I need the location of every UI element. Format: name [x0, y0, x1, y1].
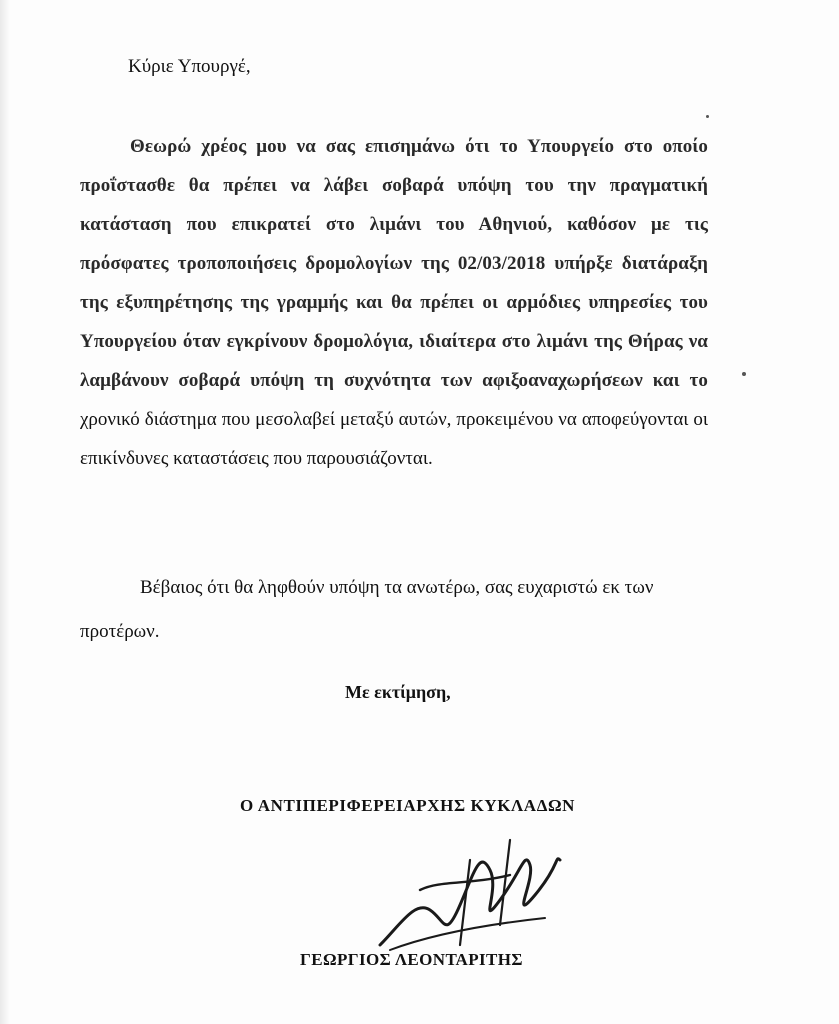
handwritten-signature	[360, 830, 570, 960]
signatory-title: Ο ΑΝΤΙΠΕΡΙΦΕΡΕΙΑΡΧΗΣ ΚΥΚΛΑΔΩΝ	[240, 796, 576, 815]
letter-closing: Βέβαιος ότι θα ληφθούν υπόψη τα ανωτέρω, σας ευχαριστώ εκ των προτέρων.	[80, 577, 654, 642]
scan-speck	[706, 115, 709, 118]
body-line: σοβαρά υπόψη τη συχνότητα των αφιξοαναχωρήσεων και το	[178, 370, 708, 391]
body-line: δρομολόγια, ιδιαίτερα στο λιμάνι της Θήρας να λαμβάνουν	[80, 331, 709, 391]
body-line: αποφεύγονται οι επικίνδυνες καταστάσεις που παρουσιάζονται.	[80, 409, 709, 469]
scan-edge-shadow	[0, 0, 10, 1024]
letter-regards: Με εκτίμηση,	[345, 682, 451, 702]
body-line: θα πρέπει οι αρμόδιες υπηρεσίες του Υπουργείου όταν εγκρίνουν	[80, 292, 709, 352]
letter-body-paragraph	[80, 127, 708, 478]
body-line: καθόσον με τις πρόσφατες τροποποιήσεις δρομολογίων της	[80, 214, 708, 274]
body-line: 02/03/2018 υπήρξε διατάραξη της εξυπηρέτησης της γραμμής και	[80, 253, 708, 313]
body-line: Θεωρώ χρέος μου να σας επισημάνω ότι το Υπουργείο στο	[130, 136, 653, 157]
body-line: χρονικό διάστημα που μεσολαβεί μεταξύ αυτών, προκειμένου να	[80, 409, 577, 430]
body-line: πραγματική κατάσταση που επικρατεί στο λιμάνι του Αθηνιού,	[80, 175, 709, 235]
scan-speck	[742, 372, 746, 376]
letter-greeting: Κύριε Υπουργέ,	[128, 56, 251, 77]
body-line: οποίο προΐστασθε θα πρέπει να λάβει σοβαρά υπόψη του την	[80, 136, 709, 196]
signatory-name: ΓΕΩΡΓΙΟΣ ΛΕΟΝΤΑΡΙΤΗΣ	[300, 950, 523, 969]
